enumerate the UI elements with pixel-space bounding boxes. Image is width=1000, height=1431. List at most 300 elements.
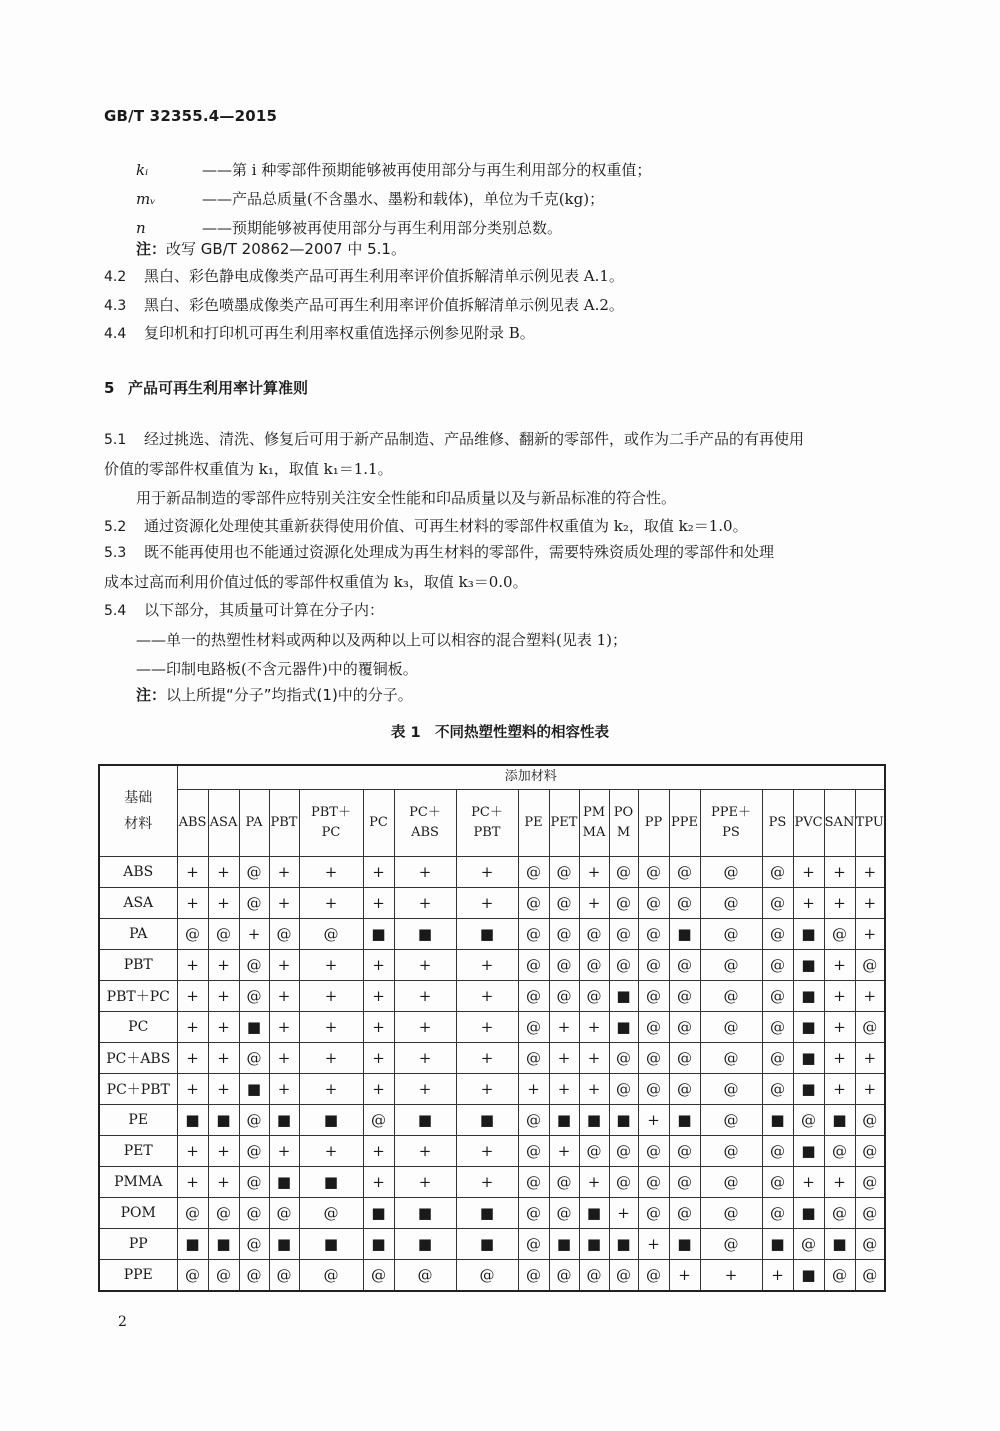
compat-cell: + (269, 1011, 299, 1042)
compat-cell: @ (762, 1011, 793, 1042)
compat-cell: ■ (456, 1228, 518, 1259)
compat-cell: + (208, 1135, 239, 1166)
compat-cell: ■ (762, 1104, 793, 1135)
compat-cell: ■ (793, 949, 824, 980)
compat-cell: @ (762, 1197, 793, 1228)
compat-cell: @ (638, 949, 669, 980)
compat-cell: ■ (394, 918, 456, 949)
compat-cell: + (824, 887, 855, 918)
compat-cell: @ (609, 918, 638, 949)
compat-cell: ■ (762, 1228, 793, 1259)
compat-cell: @ (239, 1166, 269, 1197)
compat-cell: @ (549, 856, 579, 887)
compat-cell: + (269, 887, 299, 918)
compat-cell: @ (762, 1042, 793, 1073)
compat-cell: + (394, 1042, 456, 1073)
column-header (579, 789, 609, 856)
compat-cell: + (394, 887, 456, 918)
compat-cell: + (269, 980, 299, 1011)
clause-text: 复印机和打印机可再生利用率权重值选择示例参见附录 B。 (144, 324, 535, 342)
compat-cell: ■ (394, 1104, 456, 1135)
column-header (638, 789, 669, 856)
compat-cell: @ (793, 1228, 824, 1259)
compat-cell: @ (855, 1259, 885, 1291)
clause-5-4 (104, 596, 627, 684)
compat-cell: @ (669, 1166, 700, 1197)
compat-cell: @ (269, 1259, 299, 1291)
clause-text: 黑白、彩色静电成像类产品可再生利用率评价值拆解清单示例见表 A.1。 (144, 267, 624, 285)
clause-text: 以下部分，其质量可计算在分子内： (144, 601, 385, 619)
compat-cell: ■ (299, 1166, 363, 1197)
compat-cell: @ (855, 949, 885, 980)
compat-cell: + (549, 1135, 579, 1166)
compat-cell: + (855, 1073, 885, 1104)
compat-cell: + (299, 1135, 363, 1166)
compat-cell: @ (518, 1135, 549, 1166)
compat-cell: + (579, 1042, 609, 1073)
column-header (394, 789, 456, 856)
compat-cell: ■ (456, 918, 518, 949)
compat-cell: @ (855, 1166, 885, 1197)
compat-cell: @ (518, 1259, 549, 1291)
compat-cell: + (299, 887, 363, 918)
compat-cell: + (394, 949, 456, 980)
compat-cell: + (456, 949, 518, 980)
compat-cell: @ (239, 1259, 269, 1291)
compat-cell: @ (177, 918, 208, 949)
compat-cell: + (579, 1073, 609, 1104)
compat-cell: ■ (177, 1104, 208, 1135)
compat-cell: ■ (269, 1228, 299, 1259)
compat-cell: ■ (579, 1228, 609, 1259)
compat-cell: ■ (793, 918, 824, 949)
column-header (700, 789, 762, 856)
column-header-line: MA (582, 824, 606, 840)
corner-label: 材料 (124, 815, 153, 832)
compat-cell: ■ (669, 1228, 700, 1259)
definition-row (136, 155, 651, 184)
compat-cell: @ (638, 1042, 669, 1073)
compat-cell: ■ (824, 1228, 855, 1259)
compat-cell: ■ (793, 1073, 824, 1104)
compat-cell: ■ (549, 1228, 579, 1259)
definition-symbol: kᵢ (136, 160, 149, 179)
compat-cell: + (208, 980, 239, 1011)
compat-cell: @ (518, 887, 549, 918)
row-label: PE (99, 1104, 177, 1135)
compat-cell: @ (518, 949, 549, 980)
compat-cell: @ (700, 980, 762, 1011)
row-label: PPE (99, 1259, 177, 1291)
compat-cell: + (394, 856, 456, 887)
compat-cell: @ (609, 1166, 638, 1197)
compat-cell: ■ (239, 1073, 269, 1104)
section-title: 产品可再生利用率计算准则 (128, 379, 309, 397)
compat-cell: + (177, 1166, 208, 1197)
compat-cell: @ (239, 856, 269, 887)
compat-cell: @ (518, 1228, 549, 1259)
compat-cell: @ (299, 1259, 363, 1291)
compat-cell: + (456, 1135, 518, 1166)
compat-cell: @ (855, 1104, 885, 1135)
compat-cell: ■ (579, 1197, 609, 1228)
row-label: PC (99, 1011, 177, 1042)
compat-cell: @ (239, 1197, 269, 1228)
column-header (855, 789, 885, 856)
compat-cell: @ (669, 1073, 700, 1104)
compat-cell: @ (579, 1259, 609, 1291)
compat-cell: + (762, 1259, 793, 1291)
compat-cell: + (299, 980, 363, 1011)
added-material-header: 添加材料 (177, 765, 885, 789)
table-row (99, 1259, 885, 1291)
compat-cell: @ (609, 1135, 638, 1166)
table-caption: 表 1 不同热塑性塑料的相容性表 (390, 725, 610, 741)
compat-cell: + (208, 887, 239, 918)
compat-cell: @ (299, 1197, 363, 1228)
compat-cell: + (299, 949, 363, 980)
column-header-line: PPE (671, 814, 698, 830)
row-label: PMMA (99, 1166, 177, 1197)
column-header (609, 789, 638, 856)
compat-cell: @ (239, 980, 269, 1011)
column-header-line: PC (321, 824, 341, 840)
compat-cell: ■ (609, 980, 638, 1011)
compat-cell: + (208, 949, 239, 980)
note-text: 改写 GB/T 20862—2007 中 5.1。 (166, 240, 406, 258)
compat-cell: + (579, 856, 609, 887)
compat-cell: @ (700, 1135, 762, 1166)
compat-cell: @ (700, 1104, 762, 1135)
compat-cell: @ (239, 949, 269, 980)
compat-cell: ■ (363, 1228, 394, 1259)
column-header-line: PC＋ (409, 804, 441, 820)
compat-cell: @ (549, 1166, 579, 1197)
column-header-line: PO (613, 804, 634, 820)
compat-cell: + (177, 949, 208, 980)
definition-symbol: n (136, 218, 146, 237)
compat-cell: ■ (394, 1197, 456, 1228)
row-label: PET (99, 1135, 177, 1166)
compat-cell: + (269, 949, 299, 980)
compat-cell: + (456, 1011, 518, 1042)
compat-cell: @ (394, 1259, 456, 1291)
compat-cell: @ (700, 1228, 762, 1259)
compat-cell: @ (609, 1073, 638, 1104)
compat-cell: @ (638, 980, 669, 1011)
compat-cell: @ (609, 856, 638, 887)
compat-cell: + (177, 856, 208, 887)
column-header (518, 789, 549, 856)
compat-cell: + (239, 918, 269, 949)
compat-cell: @ (793, 1104, 824, 1135)
compat-cell: @ (177, 1259, 208, 1291)
compat-cell: + (855, 887, 885, 918)
table-row (99, 856, 885, 887)
compat-cell: + (518, 1073, 549, 1104)
compat-cell: @ (638, 1135, 669, 1166)
compat-cell: @ (638, 1259, 669, 1291)
column-header (177, 789, 208, 856)
compat-cell: @ (700, 1042, 762, 1073)
table-row (99, 1042, 885, 1073)
row-label: ASA (99, 887, 177, 918)
compat-cell: @ (669, 980, 700, 1011)
list-item: ——印制电路板(不含元器件)中的覆铜板。 (136, 660, 418, 678)
compat-cell: @ (239, 1104, 269, 1135)
compat-cell: + (269, 1042, 299, 1073)
table-row (99, 1228, 885, 1259)
clause-5-1 (104, 425, 804, 513)
clause-number: 5.1 (104, 432, 127, 448)
row-label: PC＋ABS (99, 1042, 177, 1073)
compat-cell: + (824, 980, 855, 1011)
compat-cell: @ (609, 949, 638, 980)
compat-cell: @ (700, 918, 762, 949)
clause-number: 4.3 (104, 298, 127, 314)
compat-cell: + (177, 887, 208, 918)
row-label: PP (99, 1228, 177, 1259)
compat-cell: @ (208, 1259, 239, 1291)
compat-cell: @ (269, 1197, 299, 1228)
clause-5-2 (104, 515, 748, 536)
compat-cell: + (363, 856, 394, 887)
table-row (99, 1011, 885, 1042)
column-header-line: PM (582, 804, 606, 820)
compat-cell: + (549, 1042, 579, 1073)
table-row (99, 887, 885, 918)
column-header-line: PVC (794, 814, 823, 830)
compat-cell: @ (518, 1197, 549, 1228)
compat-cell: @ (762, 887, 793, 918)
compat-cell: + (394, 980, 456, 1011)
compat-cell: @ (762, 980, 793, 1011)
column-header-line: PS (722, 824, 740, 840)
clause-number: 5.3 (104, 545, 127, 561)
compat-cell: + (299, 1011, 363, 1042)
compat-cell: ■ (579, 1104, 609, 1135)
compat-cell: + (855, 1042, 885, 1073)
compat-cell: @ (549, 887, 579, 918)
table-row (99, 980, 885, 1011)
clause-text: 通过资源化处理使其重新获得使用价值、可再生材料的零部件权重值为 k₂，取值 k₂＝1.0。 (144, 517, 748, 535)
compat-cell: @ (518, 918, 549, 949)
compat-cell: + (824, 949, 855, 980)
column-header-line: PBT (270, 814, 298, 830)
clause-number: 5.4 (104, 603, 127, 619)
compat-cell: @ (669, 1042, 700, 1073)
compat-cell: + (363, 887, 394, 918)
compat-cell: @ (669, 1135, 700, 1166)
row-label: PBT＋PC (99, 980, 177, 1011)
compat-cell: @ (824, 1259, 855, 1291)
column-header-line: ABS (411, 824, 439, 840)
compat-cell: @ (700, 949, 762, 980)
compat-cell: + (177, 1011, 208, 1042)
compat-cell: @ (609, 1042, 638, 1073)
column-header (762, 789, 793, 856)
compat-cell: @ (549, 1197, 579, 1228)
compat-cell: @ (855, 1011, 885, 1042)
compat-cell: ■ (793, 980, 824, 1011)
compat-cell: ■ (793, 1011, 824, 1042)
table-row (99, 1104, 885, 1135)
compat-cell: @ (518, 980, 549, 1011)
compat-cell: + (177, 1073, 208, 1104)
compat-cell: ■ (363, 918, 394, 949)
note-text: 以上所提“分子”均指式(1)中的分子。 (166, 686, 413, 704)
compat-cell: ■ (269, 1104, 299, 1135)
compat-cell: ■ (549, 1104, 579, 1135)
compat-cell: ■ (394, 1228, 456, 1259)
compat-cell: + (394, 1166, 456, 1197)
compat-cell: @ (518, 856, 549, 887)
table-row (99, 1073, 885, 1104)
compat-cell: ■ (269, 1166, 299, 1197)
compat-cell: @ (669, 856, 700, 887)
column-header (456, 789, 518, 856)
compat-cell: @ (700, 887, 762, 918)
compat-cell: + (793, 856, 824, 887)
definition-row (136, 184, 651, 213)
compat-cell: + (669, 1259, 700, 1291)
compat-cell: @ (855, 1197, 885, 1228)
compat-cell: @ (239, 887, 269, 918)
compat-cell: @ (363, 1259, 394, 1291)
clause-text: 黑白、彩色喷墨成像类产品可再生利用率评价值拆解清单示例见表 A.2。 (144, 296, 624, 314)
compat-cell: @ (824, 918, 855, 949)
compat-cell: ■ (208, 1104, 239, 1135)
column-header (669, 789, 700, 856)
compat-cell: + (456, 887, 518, 918)
note-label: 注： (136, 686, 167, 704)
compat-cell: @ (638, 918, 669, 949)
compat-cell: + (549, 1011, 579, 1042)
compat-cell: + (456, 856, 518, 887)
compat-cell: + (824, 856, 855, 887)
section-number: 5 (104, 379, 115, 397)
list-item: ——单一的热塑性材料或两种以及两种以上可以相容的混合塑料(见表 1)； (136, 631, 628, 649)
compat-cell: + (855, 980, 885, 1011)
compat-cell: + (269, 1135, 299, 1166)
compat-cell: + (363, 949, 394, 980)
compat-cell: @ (824, 1197, 855, 1228)
compat-cell: + (579, 1011, 609, 1042)
compat-cell: + (394, 1073, 456, 1104)
compat-cell: + (208, 1166, 239, 1197)
compat-cell: + (299, 1042, 363, 1073)
compat-cell: @ (239, 1135, 269, 1166)
compat-cell: ■ (793, 1042, 824, 1073)
clause-text: 既不能再使用也不能通过资源化处理成为再生材料的零部件，需要特殊资质处理的零部件和处理 (144, 543, 775, 561)
compat-cell: @ (239, 1228, 269, 1259)
compat-cell: + (456, 980, 518, 1011)
compatibility-table-wrapper (98, 764, 886, 1292)
table-row (99, 1135, 885, 1166)
compat-cell: + (456, 1042, 518, 1073)
table-row (99, 949, 885, 980)
compat-cell: @ (269, 918, 299, 949)
compat-cell: + (824, 1166, 855, 1197)
row-label: PBT (99, 949, 177, 980)
table-row (99, 1197, 885, 1228)
clause-number: 4.2 (104, 269, 127, 285)
compat-cell: @ (579, 1135, 609, 1166)
compat-cell: + (177, 1042, 208, 1073)
compat-cell: + (177, 1135, 208, 1166)
compat-cell: + (363, 1135, 394, 1166)
column-header (239, 789, 269, 856)
definition-symbol: mᵥ (136, 189, 156, 208)
compat-cell: @ (762, 1073, 793, 1104)
compat-cell: + (208, 1073, 239, 1104)
compat-cell: @ (762, 918, 793, 949)
table-row (99, 1166, 885, 1197)
column-header (793, 789, 824, 856)
compat-cell: + (394, 1135, 456, 1166)
column-header (363, 789, 394, 856)
row-label: PA (99, 918, 177, 949)
compat-cell: @ (762, 1135, 793, 1166)
compat-cell: ■ (669, 918, 700, 949)
compat-cell: ■ (609, 1011, 638, 1042)
compat-cell: @ (638, 1197, 669, 1228)
compat-cell: @ (855, 1228, 885, 1259)
compat-cell: @ (638, 1073, 669, 1104)
compat-cell: @ (638, 1011, 669, 1042)
compat-cell: @ (239, 1042, 269, 1073)
column-header-line: PC＋ (471, 804, 503, 820)
compat-cell: + (177, 980, 208, 1011)
compat-cell: @ (363, 1104, 394, 1135)
compat-cell: + (208, 1011, 239, 1042)
compat-cell: @ (609, 887, 638, 918)
column-header (549, 789, 579, 856)
note-label: 注： (136, 240, 167, 258)
column-header (824, 789, 855, 856)
compat-cell: + (299, 856, 363, 887)
standard-number: GB/T 32355.4—2015 (104, 107, 278, 125)
clause-text: 价值的零部件权重值为 k₁，取值 k₁＝1.1。 (104, 460, 393, 478)
compat-cell: + (793, 1166, 824, 1197)
compat-cell: ■ (793, 1135, 824, 1166)
compat-cell: @ (638, 887, 669, 918)
definition-text: ——第 i 种零部件预期能够被再使用部分与再生利用部分的权重值； (202, 161, 652, 179)
clause-number: 4.4 (104, 326, 127, 342)
compat-cell: @ (762, 856, 793, 887)
compat-cell: ■ (793, 1197, 824, 1228)
compat-cell: @ (762, 949, 793, 980)
compat-cell: @ (638, 1166, 669, 1197)
clause-text: 成本过高而利用价值过低的零部件权重值为 k₃，取值 k₃＝0.0。 (104, 573, 528, 591)
compat-cell: + (609, 1197, 638, 1228)
compat-cell: + (394, 1011, 456, 1042)
definition-text: ——预期能够被再使用部分与再生利用部分类别总数。 (202, 219, 563, 237)
compat-cell: ■ (609, 1228, 638, 1259)
compat-cell: ■ (208, 1228, 239, 1259)
compat-cell: + (363, 1011, 394, 1042)
note-molecule (136, 684, 413, 705)
compat-cell: + (456, 1073, 518, 1104)
column-header-line: ABS (178, 814, 207, 830)
compat-cell: ■ (456, 1104, 518, 1135)
row-label: PC＋PBT (99, 1073, 177, 1104)
compat-cell: @ (638, 856, 669, 887)
clause-text: 经过挑选、清洗、修复后可用于新产品制造、产品维修、翻新的零部件，或作为二手产品的有再使用 (144, 430, 805, 448)
column-header-line: SAN (824, 814, 855, 830)
compat-cell: @ (579, 949, 609, 980)
compat-cell: ■ (456, 1197, 518, 1228)
